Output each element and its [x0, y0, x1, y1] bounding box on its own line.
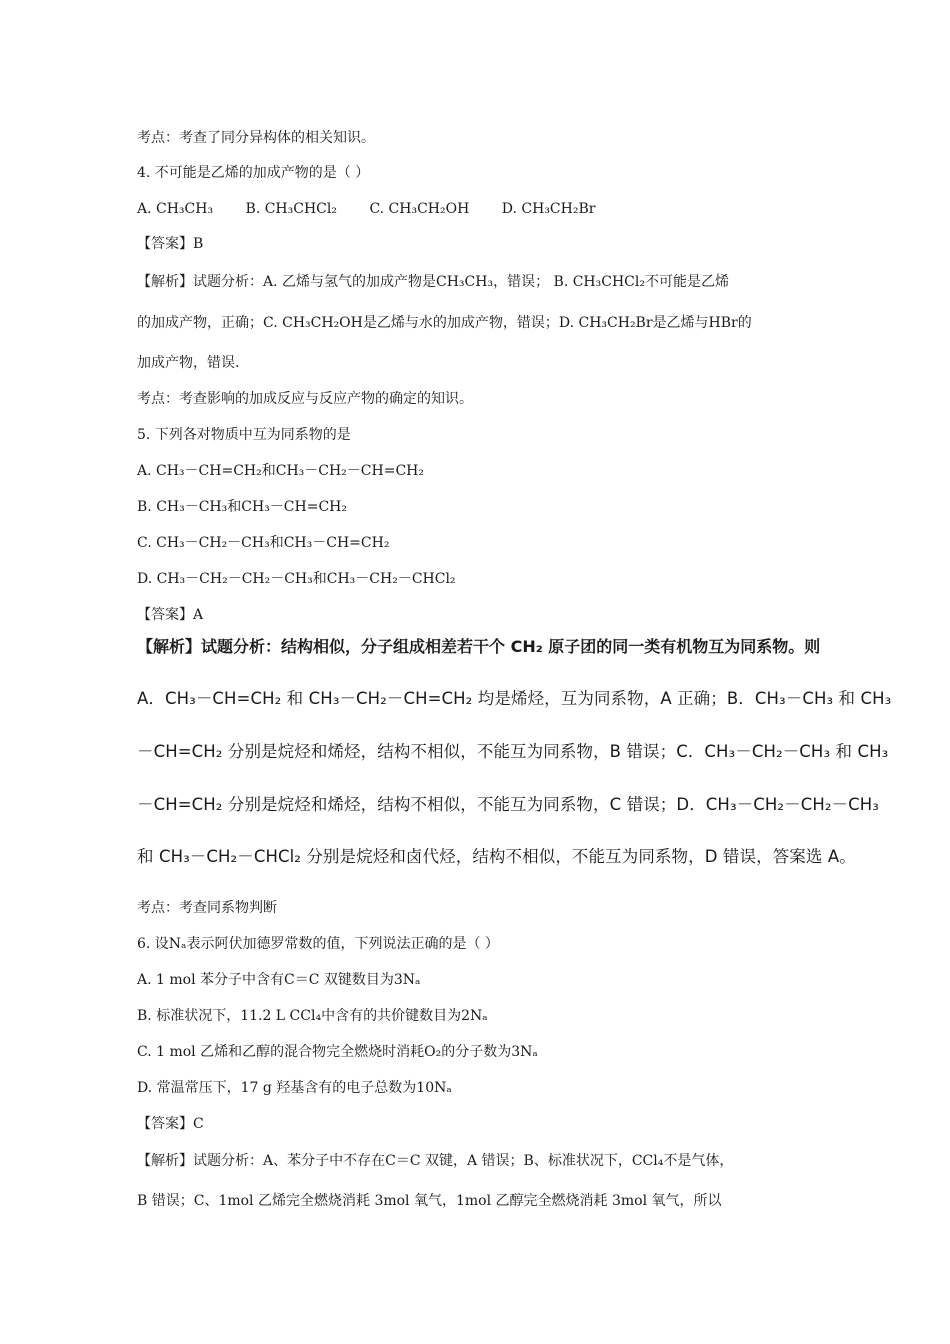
- q6-analysis-line-2: B 错误；C、1mol 乙烯完全燃烧消耗 3mol 氧气，1mol 乙醇完全燃烧消耗 3mol 氧气，所以: [137, 1193, 722, 1209]
- kaodian-q3: 考点：考查了同分异构体的相关知识。: [137, 130, 375, 146]
- kaodian-q4: 考点：考查影响的加成反应与反应产物的确定的知识。: [137, 391, 473, 407]
- q6-option-a: A. 1 mol 苯分子中含有C＝C 双键数目为3Nₐ: [137, 972, 421, 988]
- q5-option-d: D. CH₃－CH₂－CH₂－CH₃和CH₃－CH₂－CHCl₂: [137, 571, 456, 587]
- question-4-options: [137, 199, 595, 219]
- question-5-stem: 5. 下列各对物质中互为同系物的是: [137, 427, 351, 443]
- q5-answer: 【答案】A: [137, 607, 204, 623]
- q4-analysis-line-1: 【解析】试题分析：A. 乙烯与氢气的加成产物是CH₃CH₃，错误； B. CH₃CHCl₂不可能是乙烯: [137, 274, 729, 290]
- q6-option-c: C. 1 mol 乙烯和乙醇的混合物完全燃烧时消耗O₂的分子数为3Nₐ: [137, 1044, 538, 1060]
- q4-option-d: D. CH₃CH₂Br: [501, 201, 596, 217]
- question-4-stem: 4. 不可能是乙烯的加成产物的是（ ）: [137, 165, 370, 181]
- q5-analysis-line-2: A．CH₃－CH=CH₂ 和 CH₃－CH₂－CH=CH₂ 均是烯烃，互为同系物，A 正确；B．CH₃－CH₃ 和 CH₃: [137, 689, 892, 708]
- kaodian-q5: 考点：考查同系物判断: [137, 900, 277, 916]
- q5-option-c: C. CH₃－CH₂－CH₃和CH₃－CH=CH₂: [137, 535, 390, 551]
- q4-option-c: C. CH₃CH₂OH: [369, 201, 470, 217]
- q4-analysis-line-3: 加成产物，错误.: [137, 355, 240, 371]
- q5-analysis-line-3: －CH=CH₂ 分别是烷烃和烯烃，结构不相似，不能互为同系物，B 错误；C．CH₃－CH₂－CH₃ 和 CH₃: [137, 742, 889, 761]
- q4-option-b: B. CH₃CHCl₂: [245, 201, 337, 217]
- q6-option-d: D. 常温常压下，17 g 羟基含有的电子总数为10Nₐ: [137, 1080, 452, 1096]
- q6-answer: 【答案】C: [137, 1116, 204, 1132]
- q5-analysis-line-4: －CH=CH₂ 分别是烷烃和烯烃，结构不相似，不能互为同系物，C 错误；D．CH₃－CH₂－CH₂－CH₃: [137, 795, 879, 814]
- q5-analysis-line-5: 和 CH₃－CH₂－CHCl₂ 分别是烷烃和卤代烃，结构不相似，不能互为同系物，D 错误，答案选 A。: [137, 847, 856, 866]
- q6-analysis-line-1: 【解析】试题分析：A、苯分子中不存在C＝C 双键，A 错误；B、标准状况下，CCl₄不是气体，: [137, 1153, 734, 1169]
- q5-analysis-line-1: 【解析】试题分析：结构相似，分子组成相差若干个 CH₂ 原子团的同一类有机物互为同系物。则: [137, 637, 821, 656]
- q4-answer: 【答案】B: [137, 236, 204, 252]
- q6-option-b: B. 标准状况下，11.2 L CCl₄中含有的共价键数目为2Nₐ: [137, 1008, 488, 1024]
- q5-option-b: B. CH₃－CH₃和CH₃－CH=CH₂: [137, 499, 347, 515]
- q5-option-a: A. CH₃－CH=CH₂和CH₃－CH₂－CH=CH₂: [137, 463, 424, 479]
- q4-option-a: A. CH₃CH₃: [137, 201, 214, 217]
- q4-analysis-line-2: 的加成产物，正确；C. CH₃CH₂OH是乙烯与水的加成产物，错误；D. CH₃CH₂Br是乙烯与HBr的: [137, 315, 752, 331]
- question-6-stem: 6. 设Nₐ表示阿伏加德罗常数的值，下列说法正确的是（ ）: [137, 936, 499, 952]
